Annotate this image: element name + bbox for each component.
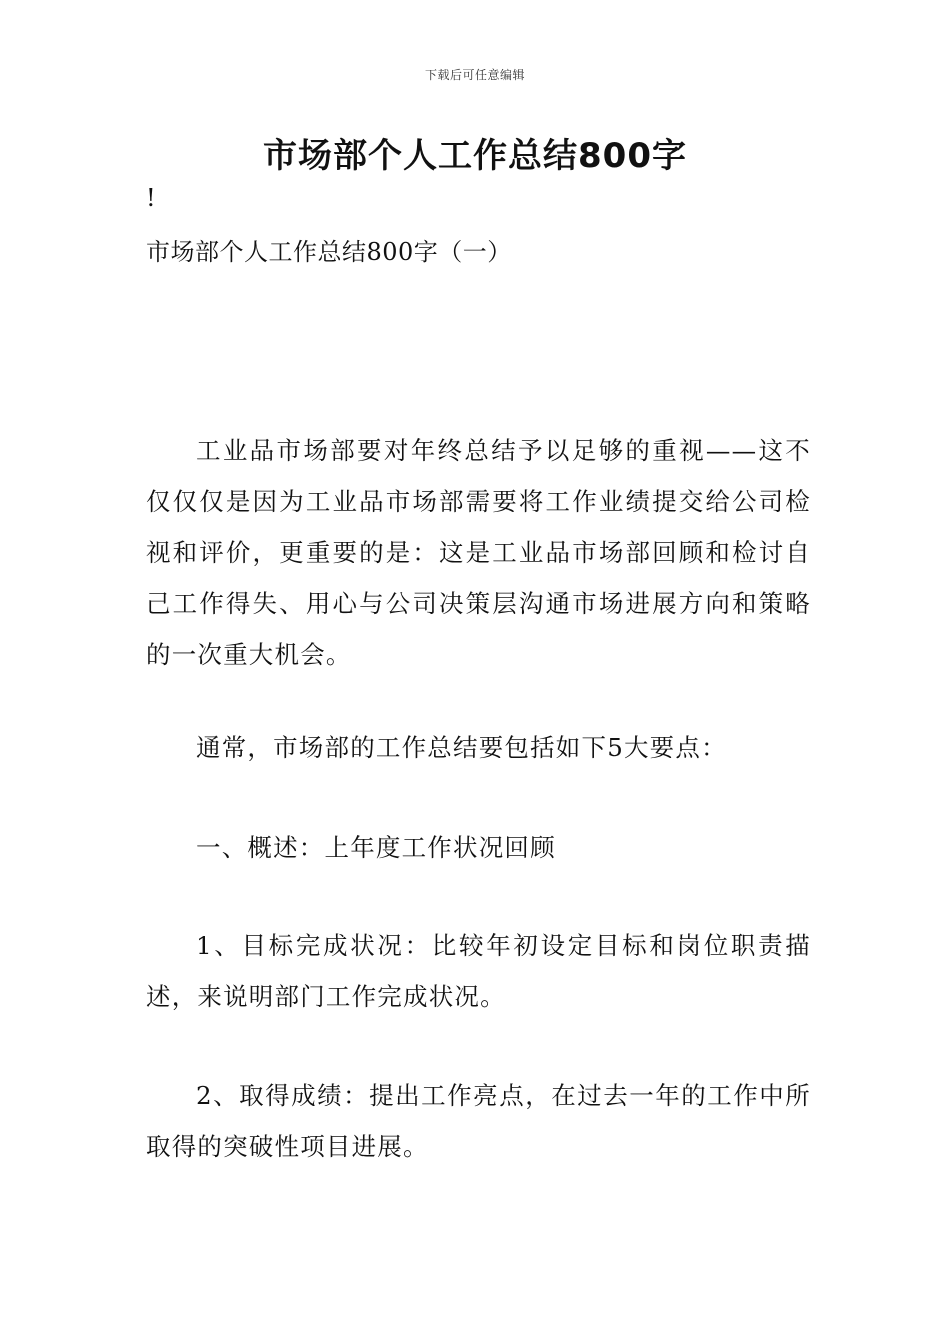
paragraph-goal-completion: 1、目标完成状况：比较年初设定目标和岗位职责描述，来说明部门工作完成状况。 <box>146 931 811 1011</box>
paragraph-intro: 工业品市场部要对年终总结予以足够的重视——这不仅仅仅是因为工业品市场部需要将工作业绩提交给公司检视和评价，更重要的是：这是工业品市场部回顾和检讨自己工作得失、用心与公司决策层沟通市场进展方向和策略的一次重大机会。 <box>146 436 811 669</box>
section-subtitle: 市场部个人工作总结800字（一） <box>146 238 512 266</box>
header-note: 下载后可任意编辑 <box>424 68 525 82</box>
document-title: 市场部个人工作总结800字 <box>263 136 687 176</box>
exclamation-mark: ! <box>146 184 156 212</box>
paragraph-achievements: 2、取得成绩：提出工作亮点，在过去一年的工作中所取得的突破性项目进展。 <box>146 1081 811 1161</box>
paragraph-overview-heading: 一、概述：上年度工作状况回顾 <box>196 833 556 862</box>
paragraph-key-points: 通常，市场部的工作总结要包括如下5大要点： <box>196 733 727 762</box>
